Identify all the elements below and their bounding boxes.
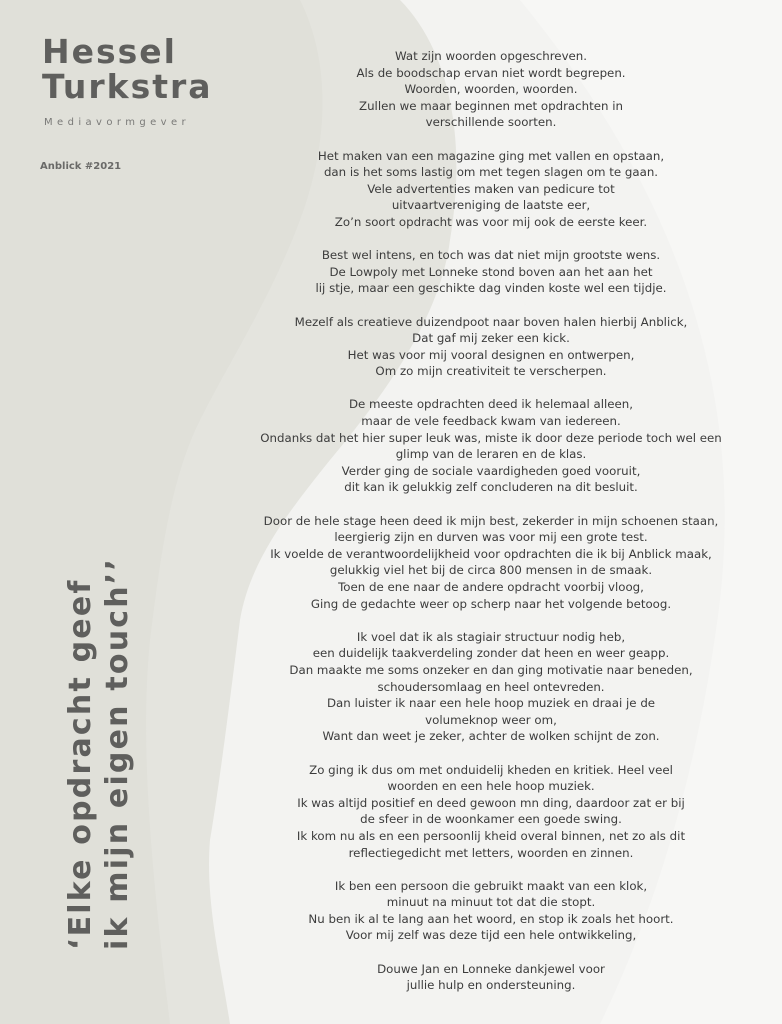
poem-line: Verder ging de sociale vaardigheden goed vooruit, bbox=[341, 463, 641, 478]
poem-line: Douwe Jan en Lonneke dankjewel voor bbox=[377, 961, 605, 976]
poem-line: Ging de gedachte weer op scherp naar het volgende betoog. bbox=[310, 596, 672, 611]
author-role: Mediavormgever bbox=[44, 117, 191, 128]
poem-line: Zo ging ik dus om met onduidelij kheden en kritiek. Heel veel bbox=[309, 762, 673, 777]
poem-line: Zullen we maar beginnen met opdrachten in bbox=[359, 98, 623, 113]
poem-stanza bbox=[250, 878, 732, 944]
vertical-quote bbox=[62, 557, 136, 950]
poem-stanza bbox=[250, 247, 732, 297]
poem-line: Het was voor mij vooral designen en ontwerpen, bbox=[347, 347, 635, 362]
poem-line: De meeste opdrachten deed ik helemaal alleen, bbox=[348, 397, 634, 412]
author-name bbox=[42, 34, 213, 104]
poem-stanza bbox=[250, 48, 732, 131]
poem-line: uitvaartvereniging de laatste eer, bbox=[391, 198, 591, 213]
poem-line: jullie hulp en ondersteuning. bbox=[406, 978, 576, 993]
poem-line: Dat gaf mij zeker een kick. bbox=[412, 331, 570, 346]
poem-line: Zo’n soort opdracht was voor mij ook de eerste keer. bbox=[334, 214, 648, 229]
poem-stanza bbox=[250, 762, 732, 862]
poem-line: Want dan weet je zeker, achter de wolken schijnt de zon. bbox=[322, 729, 660, 744]
poem-line: Dan luister ik naar een hele hoop muziek en draai je de bbox=[326, 696, 656, 711]
poem-line: gelukkig viel het bij de circa 800 mensen in de smaak. bbox=[329, 563, 653, 578]
poem-line: dan is het soms lastig om met tegen slagen om te gaan. bbox=[323, 165, 659, 180]
poem-line: een duidelijk taakverdeling zonder dat heen en weer geapp. bbox=[312, 646, 670, 661]
poem-line: Wat zijn woorden opgeschreven. bbox=[394, 49, 588, 63]
poem-line: volumeknop weer om, bbox=[425, 712, 557, 727]
poem-line: Het maken van een magazine ging met vallen en opstaan, bbox=[317, 148, 665, 163]
poem-line: reflectiegedicht met letters, woorden en zinnen. bbox=[348, 845, 634, 860]
author-first-name: Hessel bbox=[42, 32, 177, 71]
author-last-name: Turkstra bbox=[42, 67, 213, 106]
poem-stanza bbox=[250, 314, 732, 380]
poem-line: Ik was altijd positief en deed gewoon mn ding, daardoor zat er bij bbox=[297, 795, 685, 810]
poem-line: Ik kom nu als en een persoonlij kheid overal binnen, net zo als dit bbox=[296, 828, 686, 843]
poem-line: schoudersomlaag en heel ontevreden. bbox=[377, 679, 605, 694]
edition-tag: Anblick #2021 bbox=[40, 161, 122, 172]
poem-line: Ik voelde de verantwoordelijkheid voor opdrachten die ik bij Anblick maak, bbox=[270, 546, 712, 561]
quote-line-2: ik mijn eigen touch’’ bbox=[100, 556, 135, 950]
poem-line: minuut na minuut tot dat die stopt. bbox=[386, 895, 596, 910]
poem-line: De Lowpoly met Lonneke stond boven aan het aan het bbox=[329, 264, 653, 279]
poem-line: Woorden, woorden, woorden. bbox=[404, 82, 578, 97]
poem-stanza bbox=[250, 148, 732, 231]
poem-line: maar de vele feedback kwam van iedereen. bbox=[361, 414, 621, 429]
poem-line: Ondanks dat het hier super leuk was, miste ik door deze periode toch wel een bbox=[260, 430, 722, 445]
poem-line: lij stje, maar een geschikte dag vinden koste wel een tijdje. bbox=[315, 281, 667, 296]
poem-stanza bbox=[250, 396, 732, 496]
poem-line: glimp van de leraren en de klas. bbox=[395, 447, 587, 462]
quote-line-1: ‘Elke opdracht geef bbox=[63, 578, 98, 950]
poem-line: Mezelf als creatieve duizendpoot naar boven halen hierbij Anblick, bbox=[294, 314, 688, 329]
poem-line: woorden en een hele hoop muziek. bbox=[387, 779, 595, 794]
poem-line: dit kan ik gelukkig zelf concluderen na dit besluit. bbox=[344, 480, 638, 495]
poem-line: Ik voel dat ik als stagiair structuur nodig heb, bbox=[356, 629, 626, 644]
poem-line: Door de hele stage heen deed ik mijn best, zekerder in mijn schoenen staan, bbox=[263, 513, 719, 528]
poem-line: Vele advertenties maken van pedicure tot bbox=[367, 181, 615, 196]
poem-line: leergierig zijn en durven was voor mij een grote test. bbox=[334, 530, 648, 545]
poem-stanza bbox=[250, 629, 732, 745]
poem-line: Ik ben een persoon die gebruikt maakt van een klok, bbox=[334, 878, 648, 893]
poem-stanza bbox=[250, 961, 732, 994]
poem-line: Als de boodschap ervan niet wordt begrepen. bbox=[356, 65, 626, 80]
poem-stanza bbox=[250, 513, 732, 613]
poem-line: verschillende soorten. bbox=[425, 115, 557, 130]
poem-line: Om zo mijn creativiteit te verscherpen. bbox=[375, 364, 607, 379]
poem-line: Toen de ene naar de andere opdracht voorbij vloog, bbox=[338, 580, 644, 594]
poem-line: de sfeer in de woonkamer een goede swing. bbox=[360, 812, 622, 827]
poem-line: Nu ben ik al te lang aan het woord, en stop ik zoals het hoort. bbox=[308, 911, 674, 926]
poem-line: Dan maakte me soms onzeker en dan ging motivatie naar beneden, bbox=[289, 662, 693, 677]
poem-body bbox=[250, 48, 732, 1010]
poem-line: Voor mij zelf was deze tijd een hele ontwikkeling, bbox=[345, 928, 637, 943]
poem-line: Best wel intens, en toch was dat niet mijn grootste wens. bbox=[321, 248, 661, 263]
